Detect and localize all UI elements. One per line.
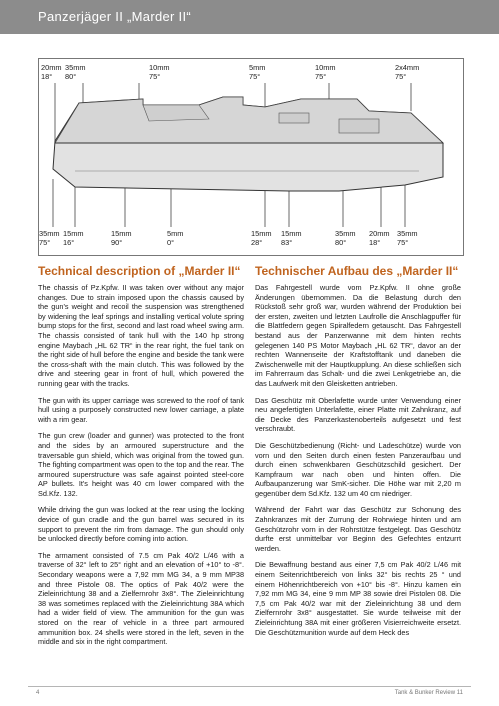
armor-label: 35mm 80° [65, 63, 86, 81]
english-paragraph: While driving the gun was locked at the rear using the locking device of gun cradle and the gun barrel was secured in its support to prevent the rim from damage. The gun should only be unlocked directly before coming into action. [38, 505, 244, 544]
german-paragraph: Die Bewaffnung bestand aus einer 7,5 cm Pak 40/2 L/46 mit einem Seitenrichtbereich von links 32° bis rechts 25 ° und einem Höhenrichtbereich von +10° bis -8°. Hinzu kamen ein 7,92 mm MG 34, eine 9 mm MP 38 sowie drei Pistolen 08. Die 7,5 cm Pak 40/2 war mit der Zieleinrichtung 38 und dem Zielfernrohr 3x8° ausgestattet. Sie wurde teilweise mit der Zieleinrichtung 38A mit einer größeren Visierreichweite ersetzt. Die Geschützmunition wurde auf dem Heck des [255, 560, 461, 637]
page-number: 4 [36, 690, 40, 696]
armor-label: 20mm 18° [369, 229, 390, 247]
armor-label: 2x4mm 75° [395, 63, 420, 81]
armor-label: 10mm 75° [149, 63, 170, 81]
english-paragraph: The gun with its upper carriage was screwed to the roof of tank hull using a purposely constructed new lower carriage, a plate with a rim gear. [38, 395, 244, 424]
page-header [0, 0, 499, 34]
german-column [255, 283, 461, 644]
armor-label: 20mm 18° [41, 63, 62, 81]
armor-label: 15mm 90° [111, 229, 132, 247]
armor-label: 10mm 75° [315, 63, 336, 81]
english-paragraph: The armament consisted of 7.5 cm Pak 40/2 L/46 with a traverse of 32° left to 25° right and an elevation of +10° to -8°. Secondary weapons were a 7,92 mm MG 34, a 9 mm MP38 and three Pistole 08. The optics of Pak 40/2 were the Zieleinrichtung 38 and a Zielfernrohr 3x8°. The Zieleinrichtung 38 was sometimes replaced with the Zieleinrichtung 38A which had a wider field of view. The ammunition for the gun was stored on the rear of vehicle in a three part armoured ammunition box. 24 shells were stored in the left, seven in the middle and six in the right compartment. [38, 550, 244, 647]
german-paragraph: Die Geschützbedienung (Richt- und Ladeschütze) wurde von vorn und den Seiten durch einen festen Panzeraufbau und durch einen schwenkbaren Geschützschild gesichert. Der Kampfraum war nach oben und hinten offen. Die Aufbaupanzerung war SmK-sicher. Die Höhe war mit 2,20 m gegenüber dem Sd.Kfz. 132 um 40 cm niedriger. [255, 440, 461, 498]
german-paragraph: Das Fahrgestell wurde vom Pz.Kpfw. II ohne große Änderungen übernommen. Da die Belastung durch den Rückstoß sehr groß war, wurden während der Produktion bei der ersten, zweiten und letzten Laufrolle die Anschlagpuffer für die Blattfedern gegen Spiralfedern getauscht. Das Fahrgestell bestand aus der Panzerwanne mit dem hinten rechts gelegenen 140 PS Motor Maybach „HL 62 TR“, davor an der rechten Wannenseite der Kraftstofftank und daneben die Zwischenwelle mit der Hauptkupplung. An diese schließen sich im Fahrerraum das Schalt- und die zwei Lenkgetriebe an, die das Laufwerk mit den Gleisketten antrieben. [255, 283, 461, 388]
armor-label: 35mm 80° [335, 229, 356, 247]
armor-label: 35mm 75° [397, 229, 418, 247]
header-title: Panzerjäger II „Marder II“ [38, 9, 192, 24]
footer-publication: Tank & Bunker Review 11 [394, 690, 463, 696]
english-column [38, 283, 244, 654]
hull-side-drawing [39, 59, 463, 255]
armor-label: 35mm 75° [39, 229, 60, 247]
armor-label: 15mm 83° [281, 229, 302, 247]
german-paragraph: Das Geschütz mit Oberlafette wurde unter Verwendung einer neu angefertigten Unterlafette, einer Platte mit Zahnkranz, auf die Decke des Panzerkastenoberteils aufgesetzt und fest verschraubt. [255, 395, 461, 434]
english-heading: Technical description of „Marder II“ [38, 264, 241, 278]
armor-diagram [38, 58, 464, 256]
german-paragraph: Während der Fahrt war das Geschütz zur Schonung des Zahnkranzes mit der Zurrung der Rohrwiege hinten und am Geschützrohr vorn in der Rohrstütze festgelegt. Das Geschütz durfte erst unmittelbar vor Beginn des Gefechtes entzurrt werden. [255, 505, 461, 553]
footer-divider [28, 686, 471, 687]
english-paragraph: The chassis of Pz.Kpfw. II was taken over without any major changes. Due to strain imposed upon the chassis caused by the gun's weight and recoil the suspension was strengthened by widening the leaf springs and installing vertical volute spring bump stops for the first, second and last road wheel swing arm. The chassis consisted of tank hull with the 140 hp strong engine Maybach „HL 62 TR“ in the rear right, the fuel tank on the right side of hull before the engine and beside the tank were the cross-shaft with the main clutch. This was followed by the drive and steering gear in front of hull, which powered the running gear with the tracks. [38, 283, 244, 388]
armor-label: 5mm 75° [249, 63, 266, 81]
german-heading: Technischer Aufbau des „Marder II“ [255, 264, 459, 278]
armor-label: 15mm 28° [251, 229, 272, 247]
armor-label: 15mm 16° [63, 229, 84, 247]
english-paragraph: The gun crew (loader and gunner) was protected to the front and the sides by an armoured superstructure and the traversable gun shield, which was original from the towed gun. The fighting compartment was open to the top and the rear. The armoured superstructure was safe against pointed steel-core AP bullets. It's height was 40 cm lower compared with the Sd.Kfz. 132. [38, 431, 244, 498]
armor-label: 5mm 0° [167, 229, 184, 247]
